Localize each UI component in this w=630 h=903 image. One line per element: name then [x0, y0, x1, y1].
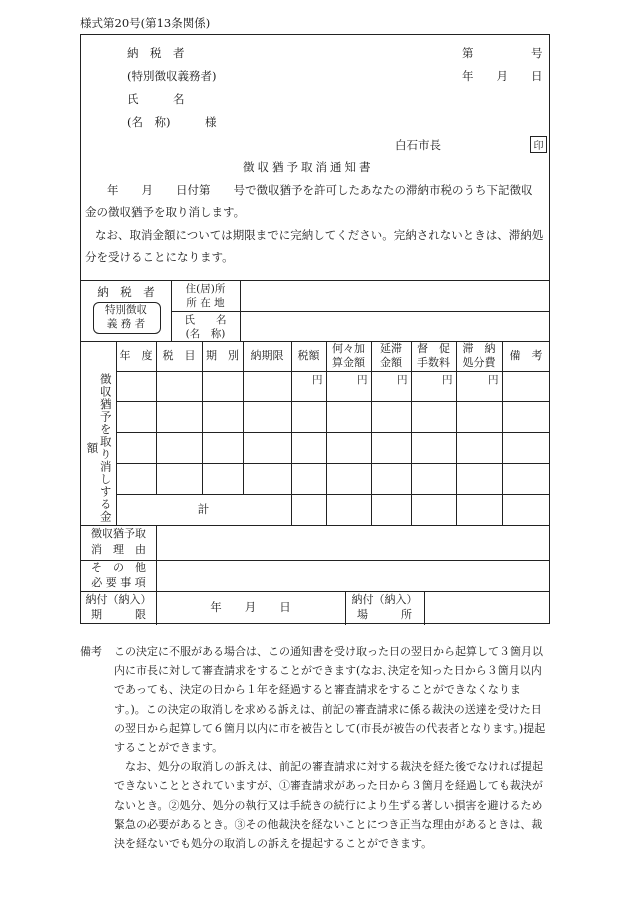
name-label: 氏 名 — [127, 92, 185, 106]
form-number-label: 様式第20号(第13条関係) — [80, 16, 211, 30]
total-label: 計 — [197, 501, 210, 516]
payment-deadline-label-2: 期 限 — [91, 608, 146, 622]
notice-form — [80, 34, 550, 624]
reason-label-1: 徴収猶予取 — [91, 527, 146, 541]
remarks-body — [114, 642, 550, 853]
payment-deadline-label-1: 納付（納入） — [85, 593, 152, 607]
unit-yen: 円 — [312, 374, 323, 386]
remarks-paragraph-1: この決定に不服がある場合は、この通知書を受け取った日の翌日から起算して３箇月以内に市長に対して審査請求をすることができます(なお､決定を知った日から３箇月以内であっても、決定の日から１年を経過すると審査請求をすることができなくなります｡)。この決定の取消しを求める訴えは、前記の審査請求に係る裁決の送達を受けた日の翌日から起算して６箇月以内に市を被告として(市長が被告の代表者となります。)提起することができます。 — [114, 645, 546, 755]
other-items-label-1: そ の 他 — [91, 561, 146, 575]
name-title-label: (名 称) 様 — [127, 115, 217, 129]
divider — [81, 280, 550, 281]
special-collector-sub1: 特別徴収 — [105, 303, 147, 316]
document-title: 徴収猶予取消通知書 — [243, 160, 374, 174]
issuer-name: 白石市長 — [395, 138, 441, 152]
other-items-label-2: 必 要 事 項 — [91, 576, 146, 590]
unit-yen: 円 — [488, 374, 499, 386]
special-collector-sub2: 義 務 者 — [106, 317, 146, 330]
divider — [81, 525, 550, 526]
amount-side-label — [81, 371, 116, 525]
divider — [424, 591, 425, 625]
taxpayer-name-label-1: 氏 名 — [184, 313, 227, 326]
header-surcharge-1: 何々加 — [332, 341, 365, 355]
header-due-date: 納期限 — [250, 348, 284, 362]
seal-mark: 印 — [530, 136, 547, 153]
intro-line-4: 分を受けることになります。 — [85, 250, 234, 264]
payment-place-label-1: 納付（納入） — [351, 593, 418, 607]
divider — [116, 371, 550, 372]
header-dunning-fee-1: 督 促 — [417, 341, 450, 355]
unit-yen: 円 — [442, 374, 453, 386]
unit-yen: 円 — [357, 374, 368, 386]
header-tax-item: 税 目 — [162, 348, 196, 362]
remarks-paragraph-2: なお、処分の取消しの訴えは、前記の審査請求に対する裁決を経た後でなければ提起できないこととされていますが、①審査請求があった日から３箇月を経過しても裁決がないとき。②処分、処分の執行又は手続きの続行により生ずる著しい損害を避けるため緊急の必要があるとき。③その他裁決を経ないことにつき正当な理由があるときは、裁決を経ないでも処分の取消しの訴えを提起することができます。 — [114, 760, 543, 851]
divider — [116, 401, 550, 402]
document-date-label: 年 月 日 — [462, 69, 543, 83]
header-delinquency-1: 延滞 — [380, 341, 402, 355]
divider — [116, 432, 550, 433]
remarks-label: 備考 — [80, 645, 102, 658]
unit-yen: 円 — [397, 374, 408, 386]
intro-line-1: 年 月 日付第 号で徴収猶予を許可したあなたの滞納市税のうち下記徴収 — [107, 183, 533, 197]
payment-place-label-2: 場 所 — [357, 608, 412, 622]
header-tax-amount: 税額 — [297, 348, 320, 362]
divider — [116, 463, 550, 464]
reason-label-2: 消 理 由 — [91, 543, 146, 557]
taxpayer-block-label: 納 税 者 — [97, 285, 155, 300]
intro-line-2: 金の徴収猶予を取り消します。 — [85, 205, 246, 219]
address-label-1: 住(居)所 — [185, 282, 226, 295]
amount-side-label-text: 徴収猶予を取り消しする金額 — [85, 373, 113, 523]
header-disposition-2: 処分費 — [462, 355, 496, 369]
intro-line-3: なお、取消金額については期限までに完納してください。完納されないときは、滞納処 — [95, 228, 544, 242]
header-remarks: 備 考 — [509, 348, 543, 362]
payment-deadline-date: 年 月 日 — [210, 600, 291, 615]
header-year: 年 度 — [119, 348, 153, 362]
special-collector-label: (特別徴収義務者) — [127, 69, 217, 83]
document-number-label: 第 号 — [462, 46, 543, 60]
header-dunning-fee-2: 手数料 — [417, 355, 450, 369]
taxpayer-label: 納 税 者 — [127, 46, 185, 60]
header-period: 期 別 — [206, 348, 239, 362]
header-surcharge-2: 算金額 — [332, 355, 365, 369]
divider — [171, 311, 550, 312]
address-label-2: 所 在 地 — [186, 296, 225, 309]
header-disposition-1: 滞 納 — [462, 341, 496, 355]
divider — [240, 280, 241, 341]
header-delinquency-2: 金額 — [380, 355, 402, 369]
taxpayer-name-label-2: (名 称) — [185, 327, 226, 340]
